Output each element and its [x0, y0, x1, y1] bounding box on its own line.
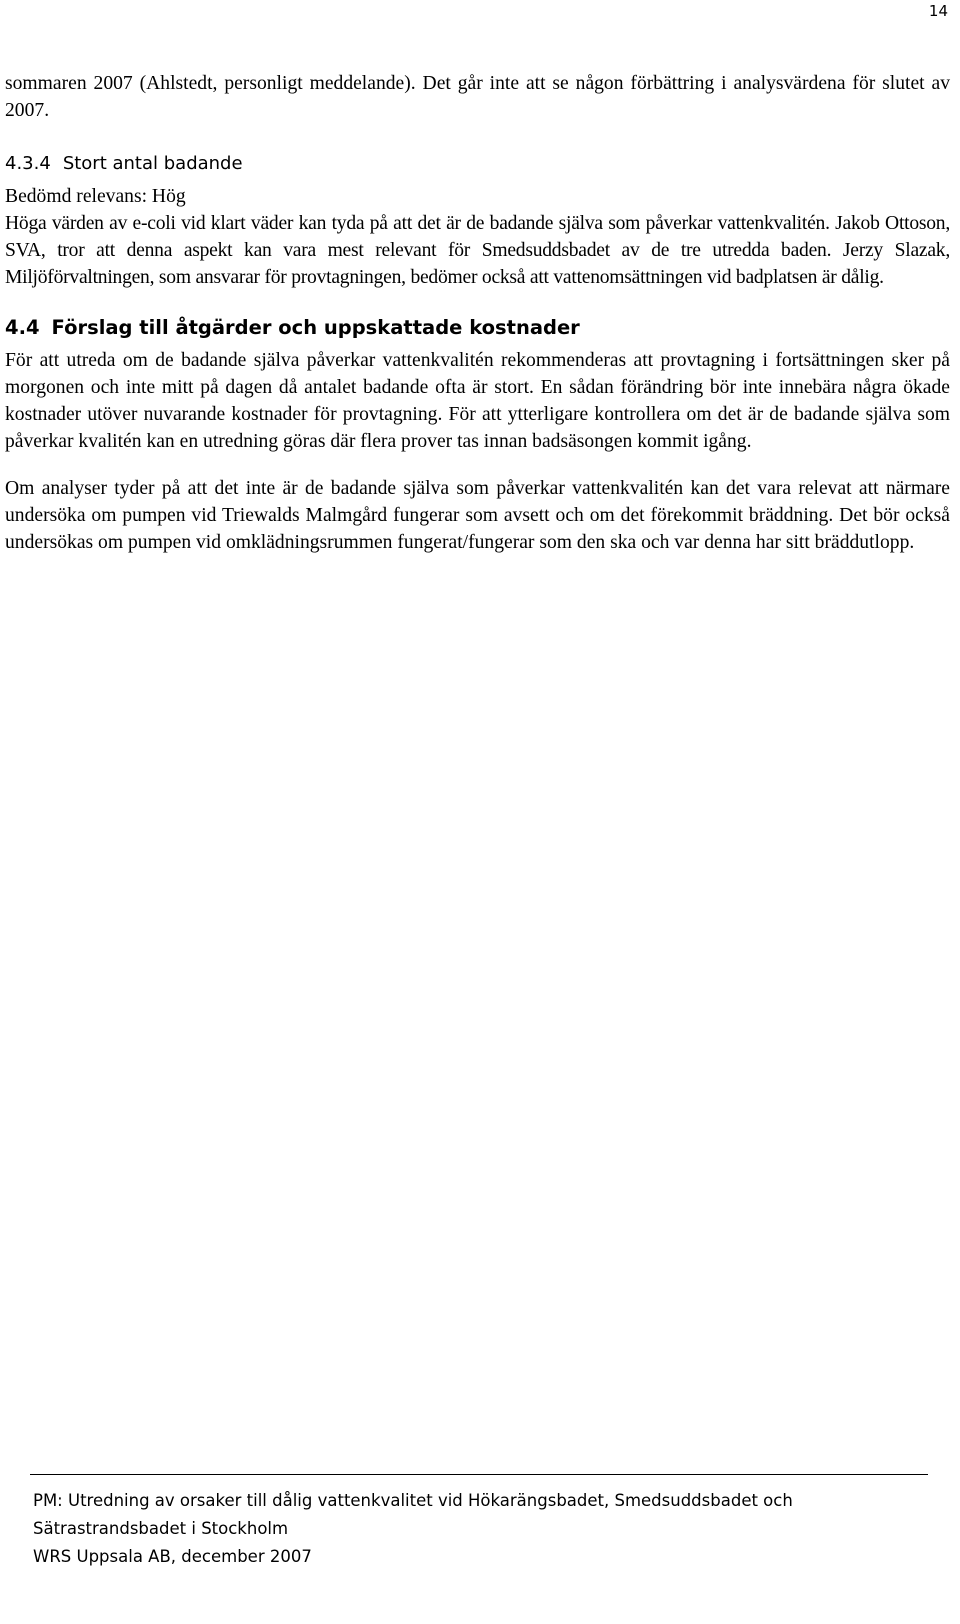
intro-paragraph: sommaren 2007 (Ahlstedt, personligt meddelande). Det går inte att se någon förbättring i analysvärdena för slutet av 2007.: [5, 73, 950, 121]
subsection-paragraph: Höga värden av e-coli vid klart väder kan tyda på att det är de badande själva som påverkar vattenkvalitén. Jakob Ottoson, SVA, tror att denna aspekt kan vara mest relevant för Smedsuddsbadet av de tre utredda baden. Jerzy Slazak, Miljöförvaltningen, som ansvarar för provtagningen, bedömer också att vattenomsättningen vid badplatsen är dålig.: [5, 213, 950, 288]
footer-line-3: WRS Uppsala AB, december 2007: [33, 1547, 312, 1566]
section-paragraph-2: Om analyser tyder på att det inte är de badande själva som påverkar vattenkvalitén kan det vara relevat att närmare undersöka om pumpen vid Triewalds Malmgård fungerar som avsett och om det förekommit bräddning. Det bör också undersökas om pumpen vid omklädningsrummen fungerat/fungerar som den ska och var denna har sitt bräddutlopp.: [5, 478, 950, 553]
footer-divider: [30, 1474, 928, 1475]
footer-line-2: Sätrastrandsbadet i Stockholm: [33, 1519, 289, 1538]
subsection-title: Stort antal badande: [62, 153, 243, 174]
document-body: [5, 70, 950, 556]
footer: [33, 1487, 923, 1571]
section-title: Förslag till åtgärder och uppskattade kostnader: [51, 316, 580, 339]
section-paragraph-1: För att utreda om de badande själva påverkar vattenkvalitén rekommenderas att provtagning i fortsättningen sker på morgonen och inte mitt på dagen då antalet badande ofta är stort. En sådan förändring bör inte innebära några ökade kostnader utöver nuvarande kostnader för provtagning. För att ytterligare kontrollera om det är de badande själva som påverkar kvalitén kan en utredning göras där flera prover tas innan badsäsongen kommit igång.: [5, 350, 950, 452]
footer-line-1: PM: Utredning av orsaker till dålig vattenkvalitet vid Hökarängsbadet, Smedsuddsbadet och: [33, 1491, 793, 1510]
subsection-number: 4.3.4: [5, 153, 51, 174]
subsection-heading: [5, 150, 950, 177]
page-number: 14: [928, 2, 948, 20]
section-heading: [5, 313, 950, 343]
relevance-label: Bedömd relevans: Hög: [5, 186, 186, 207]
section-number: 4.4: [5, 316, 40, 339]
